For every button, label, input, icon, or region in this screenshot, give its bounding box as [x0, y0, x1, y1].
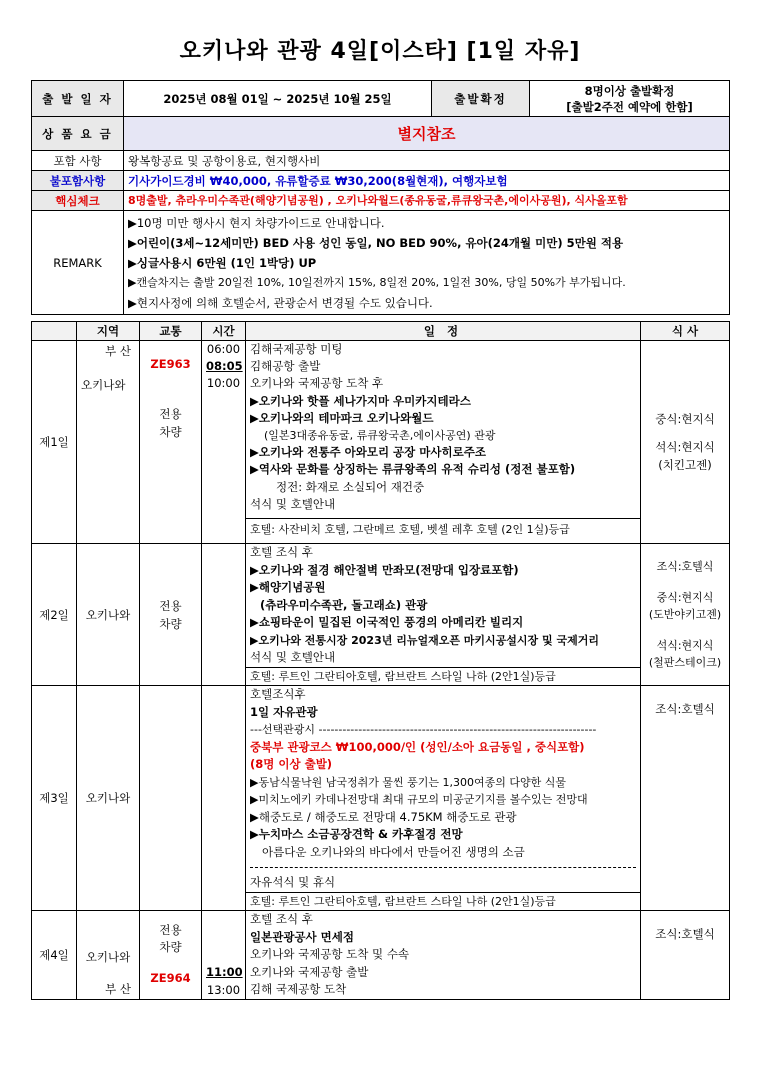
- transport-line-2: 차량: [159, 425, 182, 439]
- schedule-line: 아름다운 오키나와의 바다에서 만들어진 생명의 소금: [262, 844, 525, 859]
- schedule-line: 김해국제공항 미팅: [250, 342, 343, 356]
- schedule-line: ▶오키나와 전통시장 2023년 리뉴얼재오픈 마키시공설시장 및 국제거리: [250, 633, 599, 647]
- remark-item: ▶현지사정에 의해 호텔순서, 관광순서 변경될 수도 있습니다.: [128, 295, 433, 310]
- schedule-line: 호텔 조식 후: [250, 545, 313, 559]
- day-3-schedule: [246, 686, 641, 911]
- price-label: 상 품 요 금: [32, 117, 124, 151]
- day-1-meals: [641, 341, 730, 544]
- schedule-line: 김해공항 출발: [250, 359, 321, 374]
- transport-line-2: 차량: [159, 940, 182, 955]
- day-2-region: 오키나와: [77, 544, 140, 686]
- time-1: 06:00: [206, 342, 241, 356]
- schedule-line: ▶역사와 문화를 상징하는 류큐왕족의 유적 슈리성 (정전 불포함): [250, 462, 576, 477]
- time-2: 08:05: [206, 359, 243, 373]
- time-3: 10:00: [206, 376, 241, 390]
- day-3-times: [202, 686, 246, 911]
- day-2-meals: [641, 544, 730, 686]
- day-3-transport: [140, 686, 202, 911]
- day-4-label: 제4일: [32, 911, 77, 1000]
- hotel-line: 호텔: 루트인 그란티아호텔, 람브란트 스타일 나하 (2안1실)등급: [246, 892, 640, 911]
- day-2-times: [202, 544, 246, 686]
- schedule-line: 호텔조식후: [250, 687, 306, 701]
- time-2: 13:00: [206, 982, 241, 997]
- schedule-line: (츄라우미수족관, 돌고래쇼) 관광: [260, 597, 428, 612]
- time-column-header: 시간: [202, 322, 246, 341]
- hotel-line: 호텔: 루트인 그란티아호텔, 람브란트 스타일 나하 (2안1실)등급: [246, 667, 640, 686]
- meal-column-header: 식 사: [641, 322, 730, 341]
- confirm-value: [530, 81, 730, 117]
- meal-dinner-detail: (치킨고젠): [658, 458, 712, 472]
- exclude-value: 기사가이드경비 ₩40,000, 유류할증료 ₩30,200(8월현재), 여행자보험: [124, 171, 730, 191]
- schedule-line: 석식 및 호텔안내: [250, 650, 336, 664]
- departure-date-value: 2025년 08월 01일 ~ 2025년 10월 25일: [124, 81, 432, 117]
- confirm-value-line-2: [출발2주전 예약에 한함]: [566, 99, 693, 114]
- page-title: 오키나와 관광 4일[이스타] [1일 자유]: [179, 39, 581, 64]
- meal-dinner: 석식:현지식: [656, 639, 714, 652]
- day-4-schedule: [246, 911, 641, 1000]
- day-4-row: [32, 911, 730, 1000]
- schedule-line: 오키나와 국제공항 도착 및 수속: [250, 947, 410, 961]
- schedule-line: 중북부 관광코스 ₩100,000/인 (성인/소아 요금동일 , 중식포함): [250, 739, 585, 754]
- schedule-line: (8명 이상 출발): [250, 757, 333, 771]
- schedule-line: ▶오키나와의 테마파크 오키나와월드: [250, 410, 434, 425]
- schedule-line: ▶누치마스 소금공장견학 & 카후절경 전망: [250, 827, 463, 841]
- schedule-line: 오키나와 국제공항 도착 후: [250, 376, 384, 391]
- remark-item: ▶캔슬차지는 출발 20일전 10%, 10일전까지 15%, 8일전 20%, 1일전 30%, 당일 50%가 부가됩니다.: [128, 275, 626, 289]
- schedule-column-header: 일 정: [246, 322, 641, 341]
- remark-item: ▶10명 미만 행사시 현지 차량가이드로 안내합니다.: [128, 215, 385, 230]
- schedule-line: 오키나와 국제공항 출발: [250, 964, 369, 979]
- flight-ze963: ZE963: [150, 357, 191, 371]
- time-1: 11:00: [206, 964, 243, 979]
- day-1-transport: [140, 341, 202, 544]
- include-value: 왕복항공료 및 공항이용료, 현지행사비: [124, 151, 730, 171]
- day-2-transport: [140, 544, 202, 686]
- schedule-line: 호텔 조식 후: [250, 912, 313, 926]
- schedule-line: ▶미치노에키 카데나전망대 최대 규모의 미공군기지를 볼수있는 전망대: [250, 793, 588, 806]
- core-label: 핵심체크: [32, 191, 124, 211]
- divider: [250, 867, 636, 868]
- day-3-row: [32, 686, 730, 911]
- day-1-times: [202, 341, 246, 544]
- day-4-transport: [140, 911, 202, 1000]
- region-busan: 부 산: [105, 344, 131, 358]
- day-3-region: 오키나와: [77, 686, 140, 911]
- meal-breakfast: 조식:호텔식: [656, 560, 714, 573]
- remark-item: ▶어린이(3세~12세미만) BED 사용 성인 동일, NO BED 90%, 유아(24개월 미만) 5만원 적용: [128, 235, 624, 250]
- transport-column-header: 교통: [140, 322, 202, 341]
- schedule-line: (일본3대종유동굴, 류큐왕국촌,에이사공연) 관광: [264, 429, 496, 443]
- schedule-line: ▶해양기념공원: [250, 580, 326, 594]
- schedule-line: 일본관광공사 면세점: [250, 929, 354, 944]
- region-column-header: 지역: [77, 322, 140, 341]
- day-4-region: [77, 911, 140, 1000]
- day-2-schedule: [246, 544, 641, 686]
- meal-lunch-detail: (도반야키고젠): [648, 608, 722, 621]
- region-okinawa: 오키나와: [85, 949, 131, 964]
- transport-line-1: 전용: [159, 598, 182, 613]
- region-okinawa: 오키나와: [81, 378, 126, 392]
- meal-dinner: 석식:현지식: [655, 440, 715, 454]
- hotel-line: 호텔: 사잔비치 호텔, 그란메르 호텔, 벳셀 레후 호텔 (2인 1실)등급: [246, 518, 640, 538]
- day-1-label: 제1일: [32, 341, 77, 544]
- price-value: 별지참조: [124, 117, 730, 151]
- transport-line-1: 전용: [159, 923, 182, 938]
- day-1-row: [32, 341, 730, 544]
- schedule-line: ▶해중도로 / 해중도로 전망대 4.75KM 해중도로 관광: [250, 809, 517, 824]
- meal-dinner-detail: (철판스테이크): [648, 656, 722, 669]
- remark-list: [124, 211, 730, 315]
- day-4-meals: [641, 911, 730, 1000]
- schedule-line: ---선택관광시 ----------------------------------------------------------------------: [250, 723, 597, 736]
- remark-item: ▶싱글사용시 6만원 (1인 1박당) UP: [128, 255, 317, 270]
- exclude-label: 불포함사항: [32, 171, 124, 191]
- core-value: 8명출발, 츄라우미수족관(해양기념공원) , 오키나와월드(종유동굴,류큐왕국촌,에이사공원), 식사올포함: [124, 191, 730, 211]
- transport-line-2: 차량: [159, 616, 182, 631]
- schedule-line: ▶오키나와 전통주 아와모리 공장 마사히로주조: [250, 445, 486, 460]
- include-label: 포함 사항: [32, 151, 124, 171]
- departure-date-label: 출 발 일 자: [32, 81, 124, 117]
- day-column-header: [32, 322, 77, 341]
- day-1-schedule: [246, 341, 641, 544]
- flight-ze964: ZE964: [150, 971, 191, 986]
- info-table: [31, 80, 730, 315]
- confirm-value-line-1: 8명이상 출발확정: [584, 83, 675, 98]
- schedule-line: 자유석식 및 휴식: [250, 875, 336, 889]
- day-4-times: [202, 911, 246, 1000]
- transport-line-1: 전용: [159, 407, 182, 421]
- day-1-region: [77, 341, 140, 544]
- day-3-label: 제3일: [32, 686, 77, 911]
- schedule-line: 김해 국제공항 도착: [250, 982, 347, 996]
- meal-breakfast: 조식:호텔식: [655, 702, 715, 716]
- confirm-label: 출발확정: [432, 81, 530, 117]
- schedule-line: ▶동남식물낙원 남국정취가 물씬 풍기는 1,300여종의 다양한 식물: [250, 775, 566, 789]
- meal-breakfast: 조식:호텔식: [655, 927, 715, 941]
- schedule-line: 석식 및 호텔안내: [250, 496, 336, 511]
- schedule-line: 1일 자유관광: [250, 704, 318, 719]
- schedule-line: ▶오키나와 핫플 세나가지마 우미카지테라스: [250, 393, 471, 408]
- day-3-meals: [641, 686, 730, 911]
- remark-label: REMARK: [32, 211, 124, 315]
- region-busan: 부 산: [105, 981, 131, 996]
- meal-lunch: 중식:현지식: [656, 591, 714, 604]
- day-2-row: [32, 544, 730, 686]
- schedule-line: ▶오키나와 절경 해안절벽 만좌모(전망대 입장료포함): [250, 562, 519, 577]
- schedule-line: 정전: 화재로 소실되어 재건중: [276, 479, 425, 494]
- itinerary-table: [31, 321, 730, 1000]
- meal-lunch: 중식:현지식: [655, 412, 715, 426]
- day-2-label: 제2일: [32, 544, 77, 686]
- schedule-line: ▶쇼핑타운이 밀집된 이국적인 풍경의 아메리칸 빌리지: [250, 615, 524, 629]
